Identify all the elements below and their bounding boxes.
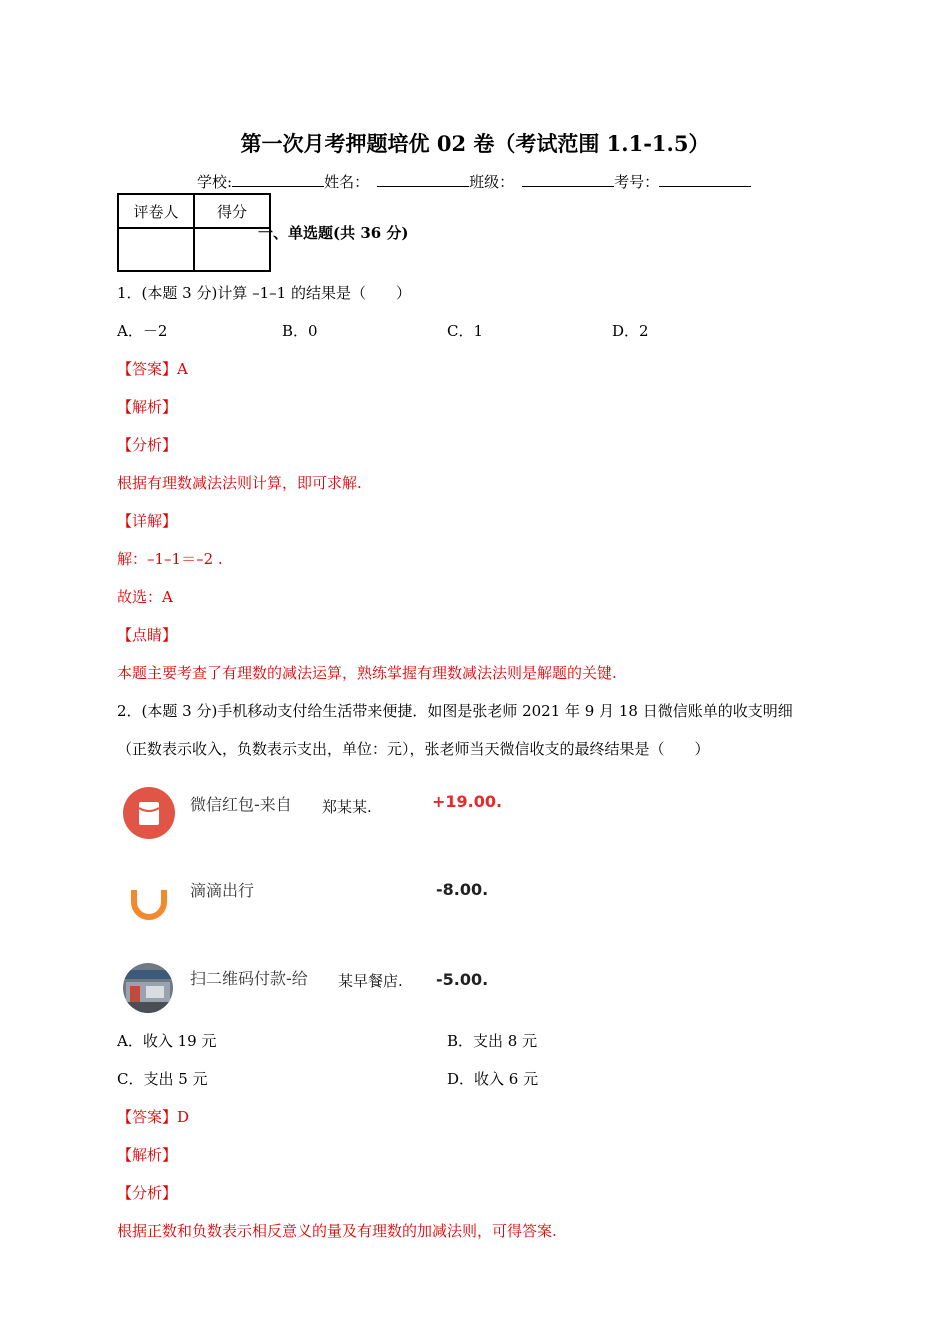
class-label: 班级： xyxy=(469,173,515,191)
q1-comment-head: 【点睛】 xyxy=(117,626,178,644)
wechat-row2-label: 滴滴出行 xyxy=(190,881,255,900)
q1-comment: 本题主要考查了有理数的减法运算，熟练掌握有理数减法法则是解题的关键. xyxy=(117,664,617,682)
wechat-row3-label: 扫二维码付款-给 xyxy=(190,969,308,988)
q2-stem-line2: （正数表示收入，负数表示支出，单位：元），张老师当天微信收支的最终结果是（ ） xyxy=(117,740,710,758)
q1-fenxi-head: 【分析】 xyxy=(117,436,178,454)
wechat-row1-amount: +19.00. xyxy=(432,792,503,811)
grader-header: 评卷人 xyxy=(118,194,194,228)
id-label: 考号： xyxy=(614,173,660,191)
score-header: 得分 xyxy=(194,194,270,228)
school-label: 学校: xyxy=(197,173,233,191)
section-title: 一、单选题(共 36 分) xyxy=(258,224,409,242)
q1-fenxi: 根据有理数减法法则计算，即可求解. xyxy=(117,474,362,492)
q1-option-b: B．0 xyxy=(282,322,318,340)
q2-fenxi: 根据正数和负数表示相反意义的量及有理数的加减法则，可得答案. xyxy=(117,1222,557,1240)
wechat-row2-amount: -8.00. xyxy=(436,880,489,899)
q1-answer: 【答案】A xyxy=(117,360,188,378)
red-packet-icon xyxy=(122,786,176,840)
id-blank xyxy=(659,172,751,187)
name-label: 姓名： xyxy=(324,173,370,191)
q1-option-d: D．2 xyxy=(612,322,649,340)
wechat-row1-label: 微信红包-来自 xyxy=(190,795,292,814)
q1-detail: 解：–1–1＝–2 . xyxy=(117,550,223,568)
didi-logo-icon xyxy=(126,876,172,922)
wechat-row3-payer: 某早餐店. xyxy=(338,972,403,990)
name-blank xyxy=(377,172,469,187)
q1-choose: 故选：A xyxy=(117,588,173,606)
q1-stem: 1．(本题 3 分)计算 –1–1 的结果是（ ） xyxy=(117,284,411,302)
page-title: 第一次月考押题培优 02 卷（考试范围 1.1-1.5） xyxy=(240,131,710,156)
q2-answer: 【答案】D xyxy=(117,1108,190,1126)
q2-option-d: D．收入 6 元 xyxy=(447,1070,539,1088)
class-blank xyxy=(522,172,614,187)
shop-photo-icon xyxy=(122,962,174,1014)
q2-option-a: A．收入 19 元 xyxy=(117,1032,217,1050)
wechat-row1-payer: 郑某某. xyxy=(322,798,372,816)
q2-option-b: B．支出 8 元 xyxy=(447,1032,538,1050)
q2-analysis-head: 【解析】 xyxy=(117,1146,178,1164)
score-table xyxy=(117,193,271,272)
school-blank xyxy=(232,172,324,187)
q2-option-c: C．支出 5 元 xyxy=(117,1070,208,1088)
q1-analysis-head: 【解析】 xyxy=(117,398,178,416)
wechat-row3-amount: -5.00. xyxy=(436,970,489,989)
q1-detail-head: 【详解】 xyxy=(117,512,178,530)
q1-option-a: A．－2 xyxy=(117,322,168,340)
q2-fenxi-head: 【分析】 xyxy=(117,1184,178,1202)
q1-option-c: C．1 xyxy=(447,322,484,340)
student-info-line xyxy=(197,171,751,192)
grader-cell xyxy=(118,228,194,271)
q2-stem-line1: 2．(本题 3 分)手机移动支付给生活带来便捷．如图是张老师 2021 年 9 月 18 日微信账单的收支明细 xyxy=(117,702,793,720)
